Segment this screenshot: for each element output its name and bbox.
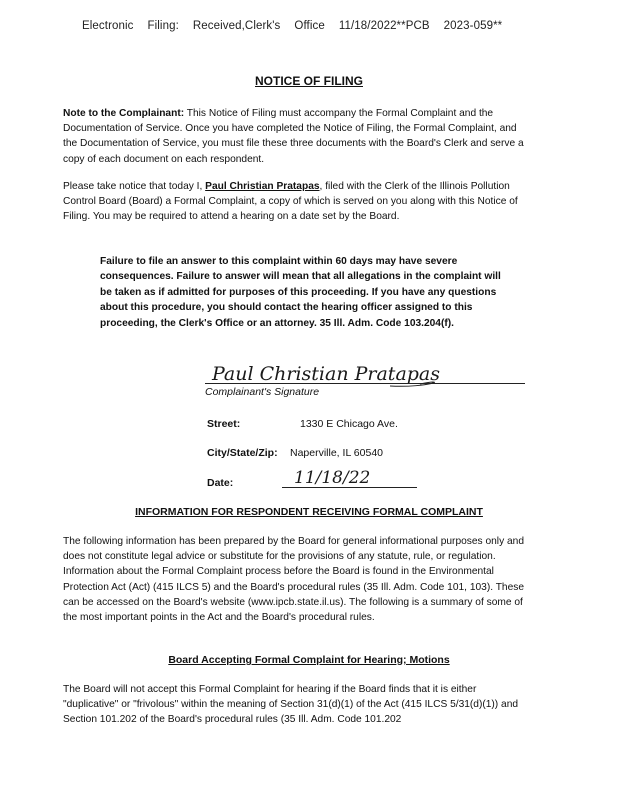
board-heading: Board Accepting Formal Complaint for Hearing; Motions [168, 654, 450, 666]
info-heading: INFORMATION FOR RESPONDENT RECEIVING FORMAL COMPLAINT [135, 506, 483, 518]
notice-before: Please take notice that today I, [63, 181, 206, 192]
stamp-filing: Filing: [147, 20, 179, 32]
document-title: NOTICE OF FILING [255, 74, 363, 88]
handwritten-date [282, 463, 417, 489]
note-paragraph [63, 106, 533, 167]
note-label: Note to the Complainant: [63, 108, 185, 119]
stamp-electronic: Electronic [82, 20, 134, 32]
info-paragraph: The following information has been prepared by the Board for general informational purposes only and does not constitute legal advice or substitute for the provisions of any statute, rule, or regulation. Information about the Formal Complaint process before the Board is found in the Environmental Protection Act (Act) (415 ILCS 5) and the Board's procedural rules (35 Ill. Adm. Code 101, 103). These can be accessed on the Board's website (www.ipcb.state.il.us). The following is a summary of some of the most important points in the Act and the Board's procedural rules. [63, 536, 525, 624]
signature-label: Complainant's Signature [205, 386, 320, 398]
city-value: Naperville, IL 60540 [290, 447, 384, 459]
city-label: City/State/Zip: [207, 447, 278, 459]
note-text: This Notice of Filing must accompany the Formal Complaint and the Documentation of Service. Once you have completed the Notice of Filing, the Formal Complaint, and the Documentation of Service, you must file these three documents with the Board's Clerk and serve a copy of each document on each respondent. [63, 108, 524, 165]
stamp-office: Office [294, 20, 325, 32]
stamp-date-code: 11/18/2022**PCB [338, 20, 430, 32]
filing-stamp [82, 20, 516, 32]
date-value: 11/18/22 [294, 468, 371, 488]
stamp-case-no: 2023-059** [443, 20, 503, 32]
signature-line [205, 383, 525, 384]
signature-text: Paul Christian Pratapas [212, 363, 441, 385]
notice-after: , filed with the Clerk of the Illinois Pollution Control Board (Board) a Formal Complaint, a copy of which is served on you along with this Notice of Filing. You may be required to attend a hearing on a date set by the Board. [63, 181, 518, 223]
date-line [282, 487, 417, 488]
street-value: 1330 E Chicago Ave. [300, 418, 398, 430]
date-label: Date: [207, 477, 234, 489]
complainant-name: Paul Christian Pratapas [205, 181, 320, 192]
warning-paragraph: Failure to file an answer to this complaint within 60 days may have severe consequences. Failure to answer will mean that all allegations in the complaint will be taken as if admitted for purposes of this proceeding. If you have any questions about this procedure, you should contact the hearing officer assigned to this proceeding, the Clerk's Office or an attorney. 35 Ill. Adm. Code 103.204(f). [100, 256, 501, 329]
notice-paragraph [63, 179, 533, 225]
stamp-received: Received,Clerk's [192, 20, 281, 32]
street-label: Street: [207, 418, 241, 430]
board-paragraph: The Board will not accept this Formal Complaint for hearing if the Board finds that it is either "duplicative" or "frivolous" within the meaning of Section 31(d)(1) of the Act (415 ILCS 5/31(d)(1)) and Section 101.202 of the Board's procedural rules (35 Ill. Adm. Code 101.202 [63, 684, 519, 726]
